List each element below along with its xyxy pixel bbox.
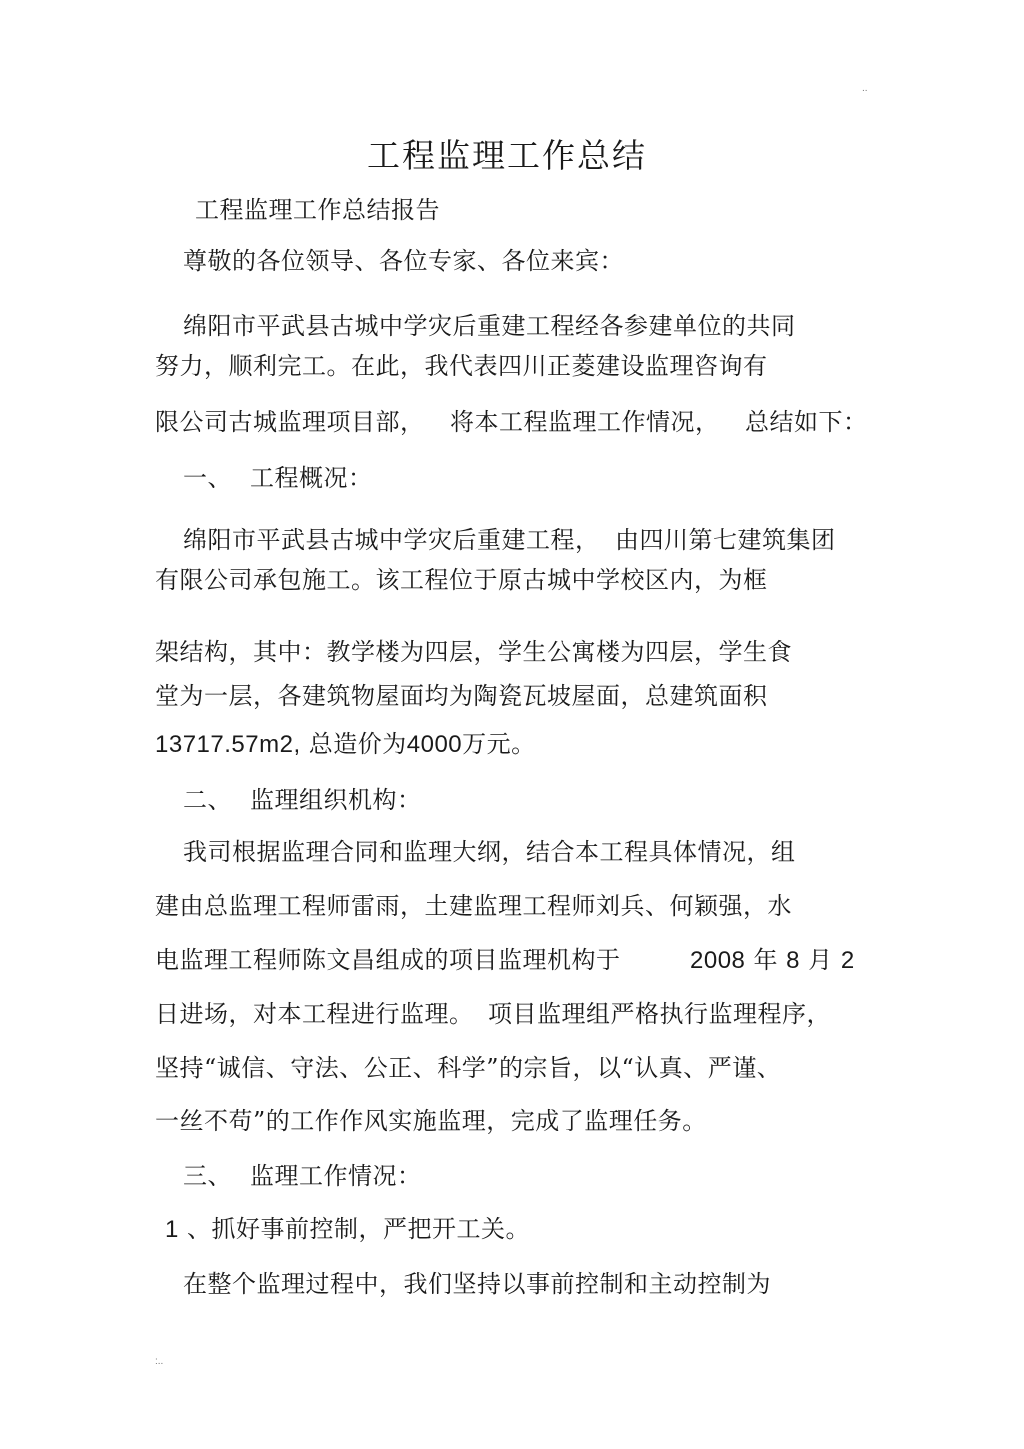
- section-2-line-4a: 日进场，对本工程进行监理。: [155, 1000, 474, 1028]
- intro-line-1: 绵阳市平武县古城中学灾后重建工程经各参建单位的共同: [183, 312, 796, 340]
- document-title: 工程监理工作总结: [367, 136, 647, 175]
- section-2-line-4b: 项目监理组严格执行监理程序，: [488, 1000, 831, 1028]
- section-3-item-1: [165, 1213, 530, 1246]
- cost-label: 总造价为: [308, 730, 407, 758]
- section-3-line-1: 在整个监理过程中，我们坚持以事前控制和主动控制为: [183, 1270, 771, 1298]
- section-2-heading: 监理组织机构：: [250, 786, 422, 814]
- section-2-line-1: 我司根据监理合同和监理大纲，结合本工程具体情况，组: [183, 838, 796, 866]
- section-2-line-2: 建由总监理工程师雷雨，土建监理工程师刘兵、何颖强，水: [155, 892, 792, 920]
- date-month-unit: 月: [808, 946, 833, 974]
- section-1-line-1b: 由四川第七建筑集团: [615, 526, 836, 554]
- section-2-date: [690, 944, 855, 977]
- section-1-line-1a: 绵阳市平武县古城中学灾后重建工程，: [183, 526, 600, 554]
- intro-line-2: 努力，顺利完工。在此，我代表四川正菱建设监理咨询有: [155, 352, 768, 380]
- total-area: 13717.57m2,: [155, 731, 301, 758]
- date-year-unit: 年: [753, 946, 779, 974]
- page-bottom-mark: :..: [155, 1356, 164, 1367]
- intro-line-3b: 将本工程监理工作情况，: [450, 408, 720, 436]
- section-1-line-5: [155, 728, 536, 761]
- section-1-line-2: 有限公司承包施工。该工程位于原古城中学校区内，为框: [155, 566, 768, 594]
- section-1-number: 一、: [183, 464, 232, 492]
- greeting: 尊敬的各位领导、各位专家、各位来宾：: [183, 247, 624, 275]
- page-corner-mark: ..: [862, 83, 868, 94]
- report-subtitle: 工程监理工作总结报告: [195, 196, 440, 224]
- intro-line-3c: 总结如下：: [745, 408, 868, 436]
- section-1-line-4: 堂为一层，各建筑物屋面均为陶瓷瓦坡屋面，总建筑面积: [155, 682, 768, 710]
- item-1-number: 1: [165, 1216, 179, 1243]
- section-1-heading: 工程概况：: [250, 464, 373, 492]
- section-1-line-3: 架结构，其中：教学楼为四层，学生公寓楼为四层，学生食: [155, 638, 792, 666]
- cost-value: 4000: [406, 731, 463, 758]
- intro-line-3a: 限公司古城监理项目部，: [155, 408, 425, 436]
- date-month: 8: [786, 947, 801, 974]
- section-3-heading: 监理工作情况：: [250, 1162, 422, 1190]
- section-2-line-3a: 电监理工程师陈文昌组成的项目监理机构于: [155, 946, 621, 974]
- section-2-line-6: 一丝不苟”的工作作风实施监理，完成了监理任务。: [155, 1107, 707, 1135]
- item-1-text: 、抓好事前控制，严把开工关。: [187, 1215, 530, 1243]
- date-year: 2008: [690, 947, 746, 974]
- date-day: 2: [840, 947, 855, 974]
- section-2-number: 二、: [183, 786, 232, 814]
- cost-unit: 万元。: [462, 730, 536, 758]
- section-2-line-5: 坚持“诚信、守法、公正、科学”的宗旨，以“认真、严谨、: [155, 1054, 782, 1082]
- section-3-number: 三、: [183, 1162, 232, 1190]
